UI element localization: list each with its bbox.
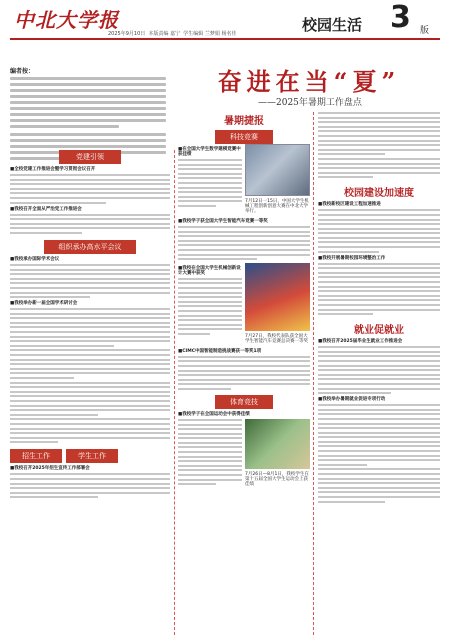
article-heading: ■我校举办新一届全国学术研讨会 [10, 301, 78, 307]
tag-party: 党建引领 [59, 150, 121, 164]
editor-note-lead: 编者按： [10, 68, 35, 75]
newspaper-logo: 中北大学报 [14, 8, 119, 32]
article-heading: ■我校学子获全国大学生智能汽车竞赛一等奖 [178, 219, 268, 224]
photo-mech-contest [245, 144, 310, 196]
section-campus: 校园建设加速度 [344, 188, 414, 200]
masthead [0, 0, 450, 38]
editor-label-2: 学生编辑 [183, 31, 204, 37]
article-heading: ■我校召开2025年招生宣传工作部署会 [10, 466, 90, 472]
photo-caption: 7月26日—8月1日，我校学生在第十五届全国大学生运动会上获佳绩 [245, 471, 309, 487]
article-heading: ■我校新校区建设工程加速推进 [318, 202, 381, 208]
editor-name-3: 杨名佳 [221, 31, 237, 37]
article-heading: ■我校学子在全国运动会中获得佳绩 [178, 411, 250, 417]
issue-date: 2025年9月10日 [108, 31, 146, 37]
article-heading: ■全校党建工作推进会暨学习贯彻会议召开 [10, 167, 96, 172]
photo-caption: 7月27日，我校代表队获全国大学生智能汽车竞赛总决赛一等奖 [245, 333, 308, 344]
issue-meta [108, 30, 237, 37]
editor-note [10, 66, 166, 163]
article-heading: ■我校召开全面从严治党工作推进会 [10, 206, 82, 212]
page-number: 3 [390, 0, 411, 35]
tag-org: 组织承办高水平会议 [44, 240, 136, 254]
tag-sport: 体育竞技 [215, 395, 273, 409]
article-heading: ■CIMC中国智能制造挑战赛获一等奖1项 [178, 348, 262, 354]
article-heading: ■我校开展暑期校园环境整治工作 [318, 255, 386, 261]
article-heading: ■我校举办暑期就业促进专项行动 [318, 397, 386, 403]
middle-column [178, 112, 310, 489]
photo-car-team [245, 263, 310, 331]
article-heading: ■我校在全国大学生机械创新设计大赛中获奖 [178, 265, 241, 276]
editor-label-1: 本版责编 [148, 31, 169, 37]
column-divider [313, 112, 314, 635]
main-headline: 奋进在当“夏” [217, 67, 401, 96]
tag-student: 学生工作 [66, 449, 118, 463]
right-column [318, 112, 440, 505]
photo-sports-team [245, 419, 310, 469]
main-subtitle: ——2025年暑期工作盘点 [258, 98, 362, 108]
article-heading: ■我校承办国际学术会议 [10, 256, 60, 262]
tag-sci: 科技竞赛 [215, 130, 273, 144]
section-employ: 就业促就业 [354, 325, 404, 337]
tag-enroll: 招生工作 [10, 449, 62, 463]
photo-caption: 7月12日一15日，中国大学生机械工程创新创意大赛在中北大学举行。 [245, 199, 309, 214]
editor-name-1: 嘉宁 [170, 31, 181, 37]
page-suffix: 版 [420, 26, 430, 36]
section-summer: 暑期捷报 [224, 116, 264, 127]
article-heading: ■在全国大学生数学建模竞赛中获佳绩 [178, 147, 241, 157]
section-title: 校园生活 [302, 16, 363, 34]
column-divider [174, 150, 175, 635]
header-rule [10, 38, 440, 40]
editor-name-2: 兰梦娟 [204, 31, 220, 37]
article-heading: ■我校召开2025届毕业生就业工作推进会 [318, 339, 403, 345]
left-column [10, 150, 170, 501]
